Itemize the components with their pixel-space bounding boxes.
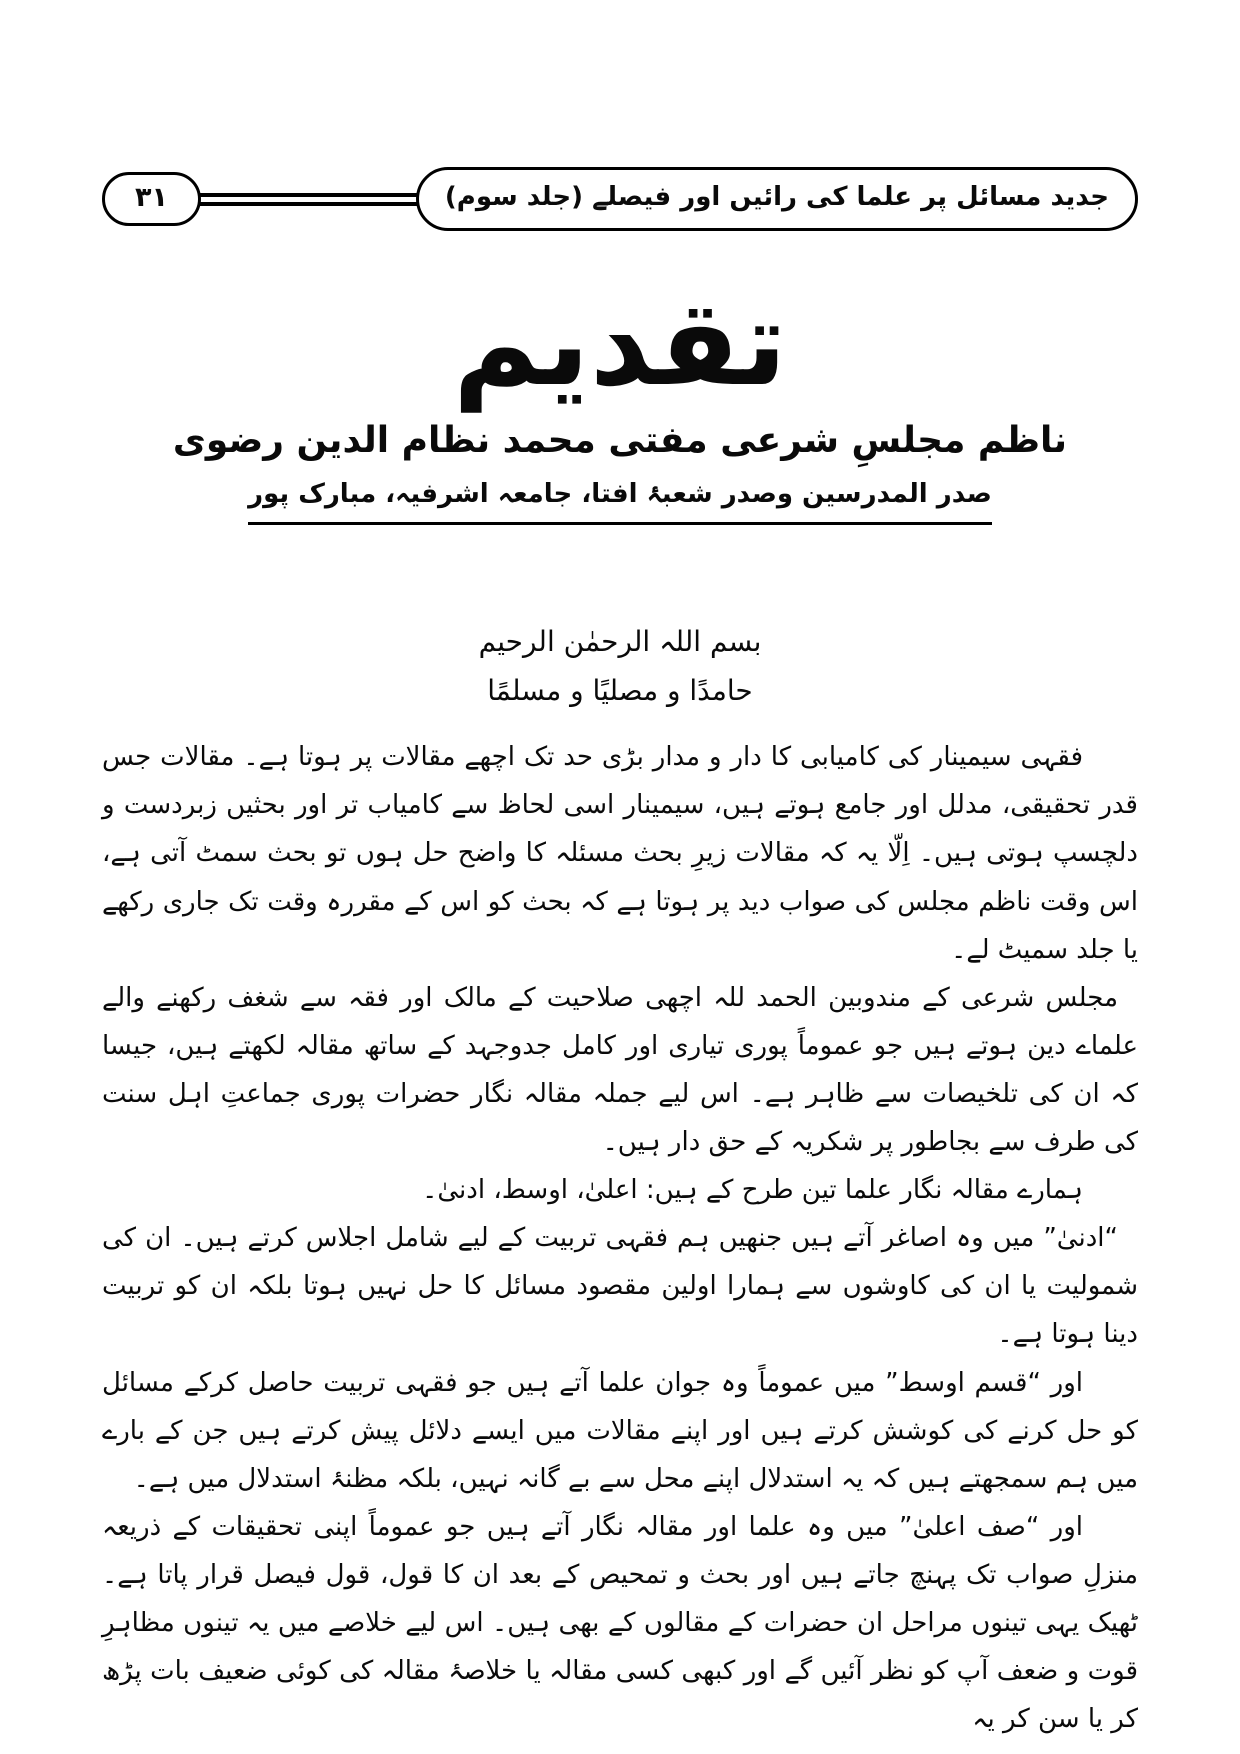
body-paragraph: اور “صف اعلیٰ” میں وہ علما اور مقالہ نگار آتے ہیں جو عموماً اپنی تحقیقات کے ذریعہ منزلِ صواب تک پہنچ جاتے ہیں اور بحث و تمحیص کے بعد ان کا قول، قول فیصل قرار پاتا ہے۔ ٹھیک یہی تینوں مراحل ان حضرات کے مقالوں کے بھی ہیں۔ اس لیے خلاصے میں یہ تینوں مظاہرِ قوت و ضعف آپ کو نظر آئیں گے اور کبھی کسی مقالہ یا خلاصۂ مقالہ کی کوئی ضعیف بات پڑھ کر یا سن کر یہ <box>102 1511 1138 1735</box>
body-paragraph: “ادنیٰ” میں وہ اصاغر آتے ہیں جنھیں ہم فقہی تربیت کے لیے شامل اجلاس کرتے ہیں۔ ان کی شمولیت یا ان کی کاوشوں سے ہمارا اولین مقصود مسائل کا حل نہیں ہوتا بلکہ ان کو تربیت دینا ہوتا ہے۔ <box>102 1223 1138 1350</box>
designation-line: صدر المدرسین وصدر شعبۂ افتا، جامعہ اشرفیہ، مبارک پور <box>248 478 992 525</box>
body-paragraph: ہمارے مقالہ نگار علما تین طرح کے ہیں: اعلیٰ، اوسط، ادنیٰ۔ <box>422 1175 1083 1206</box>
running-header <box>102 160 1138 238</box>
body-paragraph: اور “قسم اوسط” میں عموماً وہ جوان علما آتے ہیں جو فقہی تربیت حاصل کرکے مسائل کو حل کرنے کی کوشش کرتے ہیں اور اپنے مقالات میں ایسے دلائل پیش کرتے ہیں جن کے بارے میں ہم سمجھتے ہیں کہ یہ استدلال اپنے محل سے بے گانہ نہیں، بلکہ مظنۂ استدلال میں ہے۔ <box>102 1367 1138 1494</box>
book-title-cartouche: جدید مسائل پر علما کی رائیں اور فیصلے (جلد سوم) <box>416 167 1138 230</box>
bismillah-line: بسم اللہ الرحمٰن الرحیم <box>478 625 762 659</box>
body-text <box>102 733 1138 1743</box>
body-paragraph: فقہی سیمینار کی کامیابی کا دار و مدار بڑی حد تک اچھے مقالات پر ہوتا ہے۔ مقالات جس قدر تحقیقی، مدلل اور جامع ہوتے ہیں، سیمینار اسی لحاظ سے کامیاب تر اور بحثیں زبردست و دلچسپ ہوتی ہیں۔ اِلّا یہ کہ مقالات زیرِ بحث مسئلہ کا واضح حل ہوں تو بحث سمٹ آتی ہے، اس وقت ناظم مجلس کی صواب دید پر ہوتا ہے کہ بحث کو اس کے مقررہ وقت تک جاری رکھے یا جلد سمیٹ لے۔ <box>102 742 1138 965</box>
hamd-line: حامدًا و مصلیًا و مسلمًا <box>487 674 753 708</box>
author-line: ناظم مجلسِ شرعی مفتی محمد نظام الدین رضوی <box>172 419 1068 461</box>
chapter-title: تقدیم <box>452 274 788 412</box>
invocation-block <box>102 617 1138 715</box>
header-double-rule <box>189 193 428 206</box>
page-number-badge: ۳۱ <box>102 172 201 226</box>
body-paragraph: مجلس شرعی کے مندوبین الحمد للہ اچھی صلاحیت کے مالک اور فقہ سے شغف رکھنے والے علماے دین ہوتے ہیں جو عموماً پوری تیاری اور کامل جدوجہد کے ساتھ مقالہ لکھتے ہیں، جیسا کہ ان کی تلخیصات سے ظاہر ہے۔ اس لیے جملہ مقالہ نگار حضرات پوری جماعتِ اہل سنت کی طرف سے بجاطور پر شکریہ کے حق دار ہیں۔ <box>102 982 1138 1158</box>
designation-wrap <box>102 478 1138 525</box>
